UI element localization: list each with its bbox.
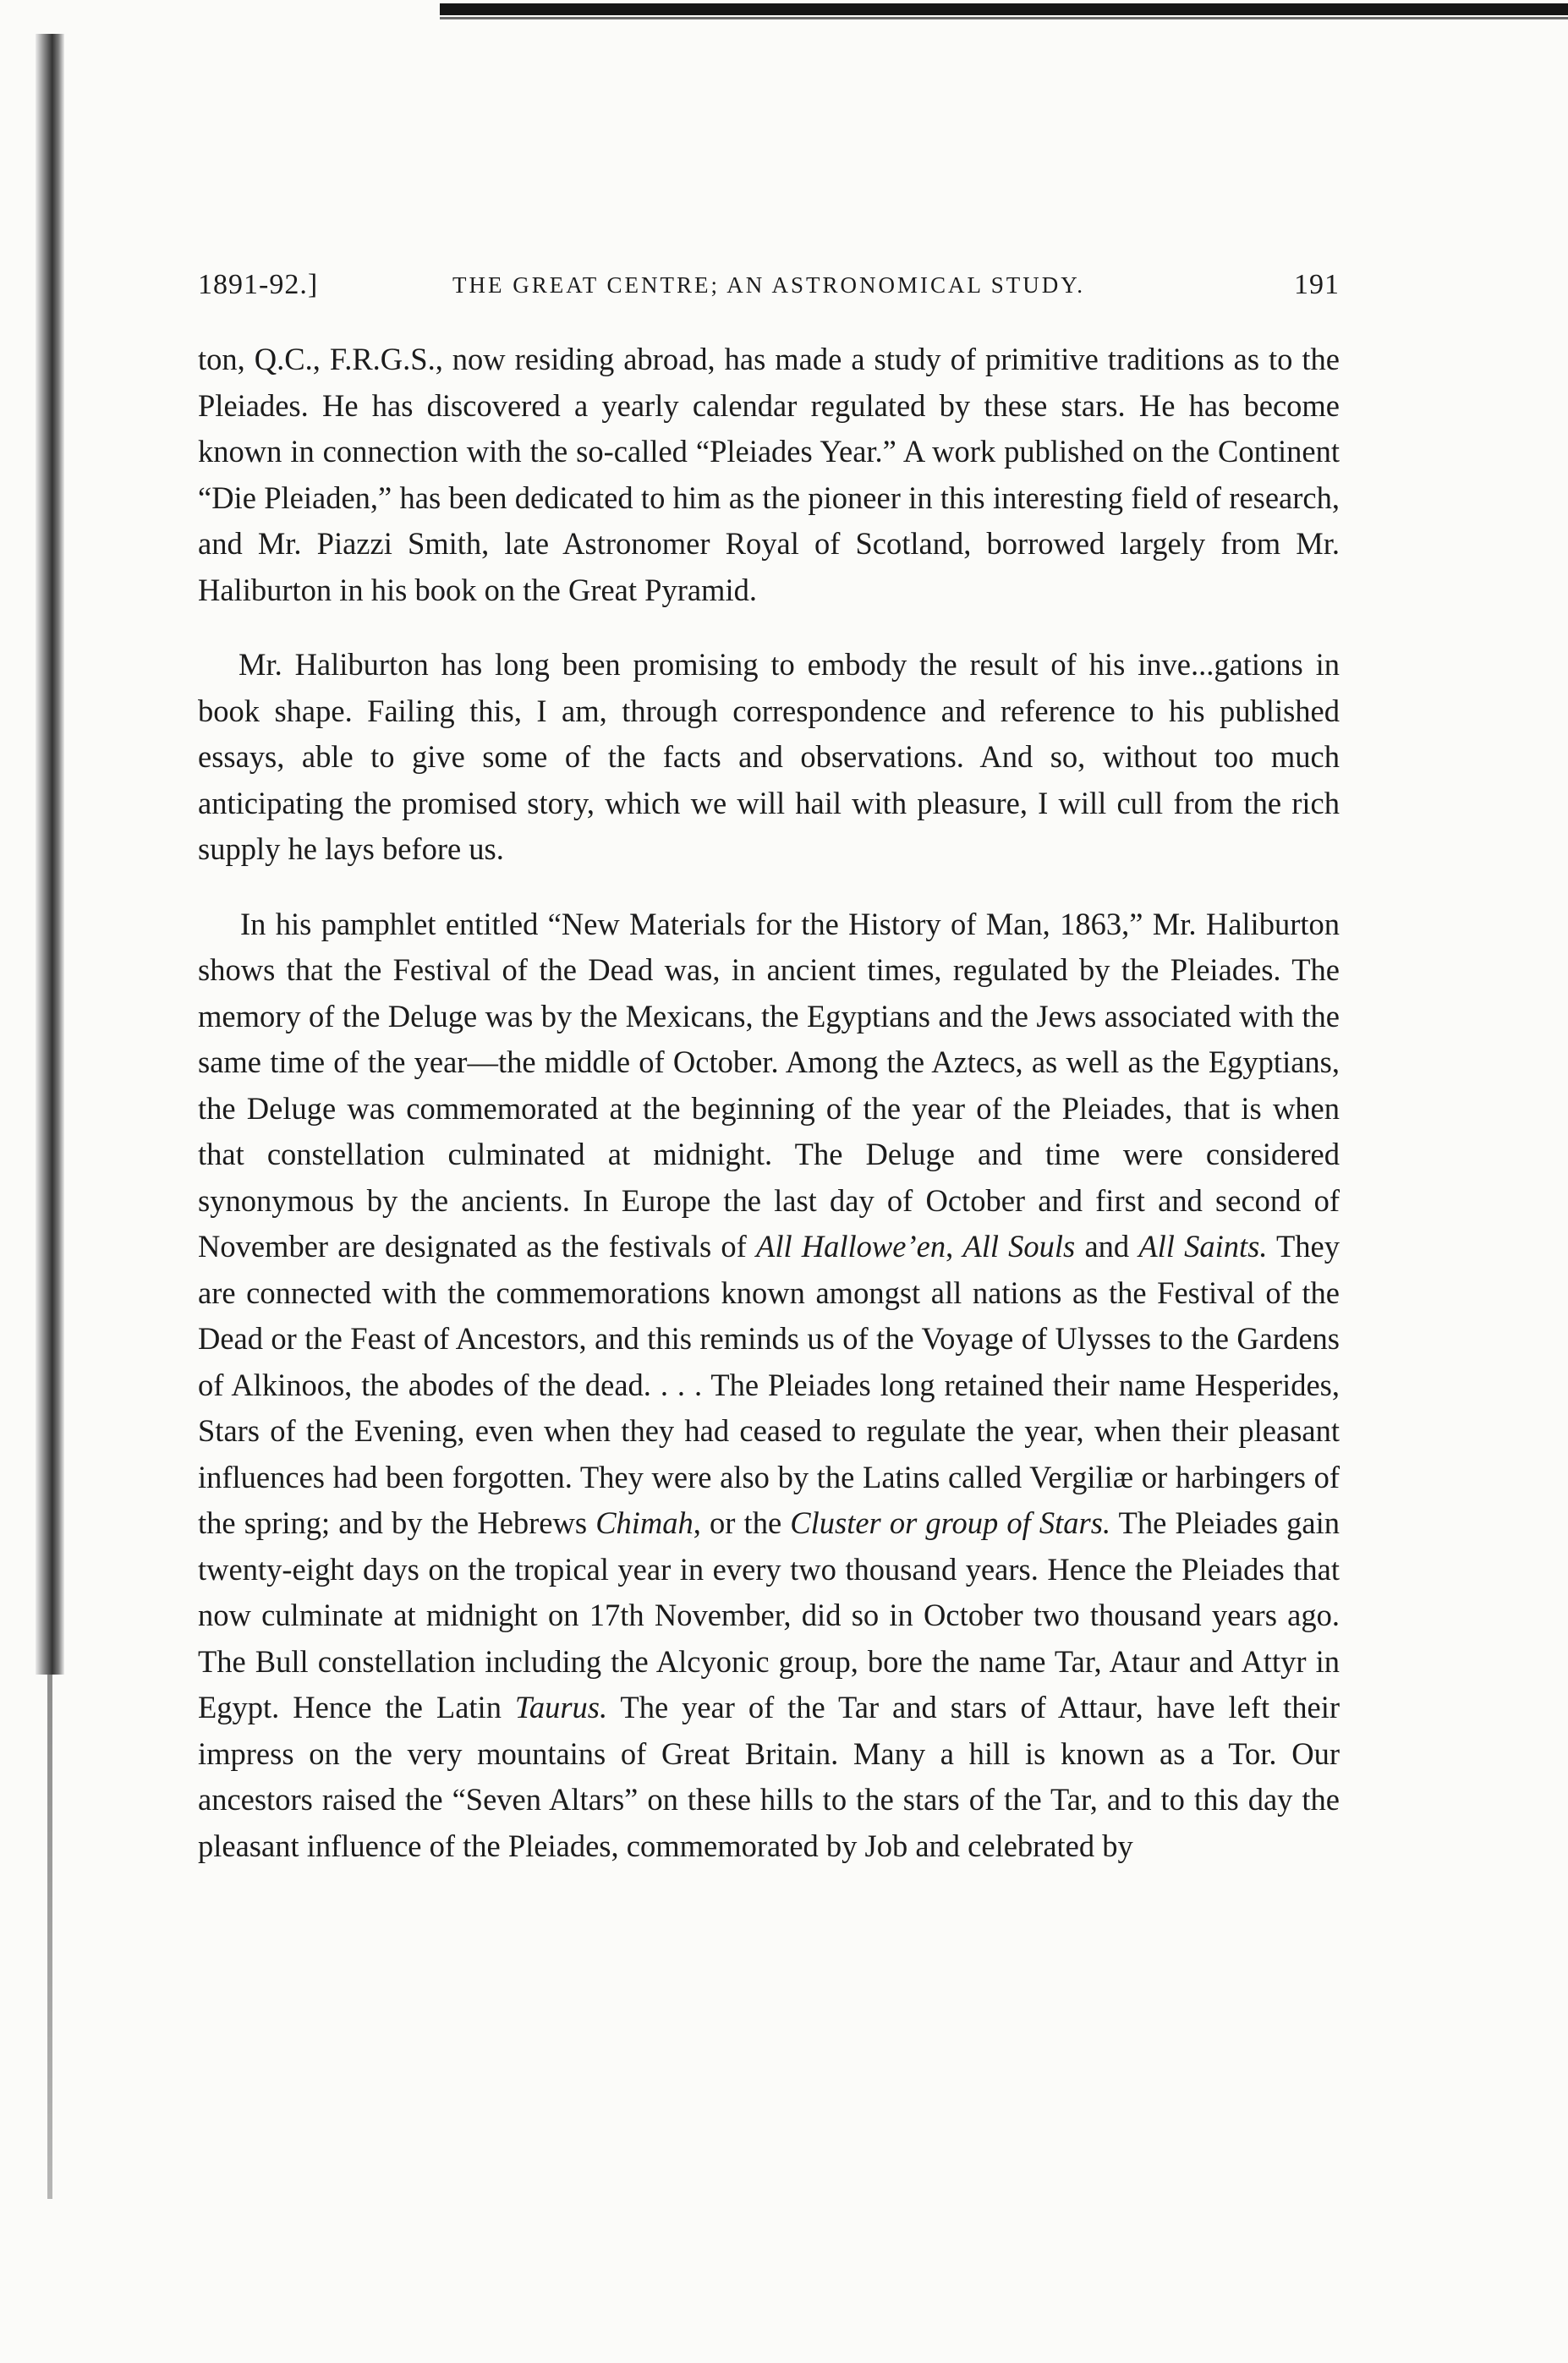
italic-taurus: Taurus. — [514, 1690, 608, 1724]
paragraph-3-text-4: They are connected with the commemorations known amongst all nations as the Festival of the Dead or the Feast of Ancestors, and this reminds us of the Voyage of Ulysses to the Gardens of Alkinoos, the abodes of the dead. . . . The Pleiades long retained their name Hesperides, Stars of the Evening, even when they had ceased to regulate the year, when their pleasant influences had been forgotten. They were also by the Latins called Vergiliæ or harbingers of the spring; and by the Hebrews — [198, 1229, 1340, 1540]
paragraph-3-text-3: and — [1075, 1229, 1139, 1264]
running-header — [198, 269, 1340, 320]
page-number: 191 — [1294, 269, 1340, 300]
paragraph-3-text-1: In his pamphlet entitled “New Materials for the History of Man, 1863,” Mr. Haliburton shows that the Festival of the Dead was, in ancient times, regulated by the Pleiades. The memory of the Deluge was by the Mexicans, the Egyptians and the Jews associated with the same time of the year—the middle of October. Among the Aztecs, as well as the Egyptians, the Deluge was commemorated at the beginning of the year of the Pleiades, that is when that constellation culminated at midnight. The Deluge and time were considered synonymous by the ancients. In Europe the last day of October and first and second of November are designated as the festivals of — [198, 906, 1340, 1264]
italic-chimah: Chimah — [595, 1505, 694, 1540]
paragraph-3 — [198, 902, 1340, 1870]
italic-all-souls: All Souls — [962, 1229, 1076, 1264]
page-body — [198, 337, 1340, 1869]
paragraph-3-text-5: , or the — [693, 1505, 791, 1540]
paragraph-3-text-7: The year of the Tar and stars of Attaur, have left their impress on the very mountains of Great Britain. Many a hill is known as a Tor. Our ancestors raised the “Seven Altars” on these hills to the stars of the Tar, and to this day the pleasant influence of the Pleiades, commemorated by Job and celebrated by — [198, 1690, 1340, 1863]
paragraph-3-text-6: The Pleiades gain twenty-eight days on the tropical year in every two thousand years. Hence the Pleiades that now culminate at midnight on 17th November, did so in October two thousand years ago. The Bull constellation including the Alcyonic group, bore the name Tar, Ataur and Attyr in Egypt. Hence the Latin — [198, 1505, 1340, 1724]
italic-all-hallowen: All Hallowe’en — [756, 1229, 946, 1264]
top-rule — [440, 3, 1568, 15]
italic-all-saints: All Saints. — [1138, 1229, 1268, 1264]
paragraph-3-text-2: , — [946, 1229, 963, 1264]
header-year: 1891-92.] — [198, 269, 319, 300]
italic-cluster-of-stars: Cluster or group of Stars. — [790, 1505, 1111, 1540]
top-rule-thin — [440, 17, 1568, 19]
paragraph-2: Mr. Haliburton has long been promising to embody the result of his inve...gations in book shape. Failing this, I am, through correspondence and reference to his published essays, able to give some of the facts and observations. And so, without too much anticipating the promised story, which we will hail with pleasure, I will cull from the rich supply he lays before us. — [198, 647, 1340, 866]
binding-edge-lower — [47, 1675, 52, 2199]
header-title: THE GREAT CENTRE; AN ASTRONOMICAL STUDY. — [452, 272, 1086, 298]
paragraph-1: ton, Q.C., F.R.G.S., now residing abroad, has made a study of primitive traditions as to the Pleiades. He has discovered a yearly calendar regulated by these stars. He has become known in connection with the so-called “Pleiades Year.” A work published on the Continent “Die Pleiaden,” has been dedicated to him as the pioneer in this interesting field of research, and Mr. Piazzi Smith, late Astronomer Royal of Scotland, borrowed largely from Mr. Haliburton in his book on the Great Pyramid. — [198, 342, 1340, 607]
binding-edge — [36, 34, 64, 1675]
